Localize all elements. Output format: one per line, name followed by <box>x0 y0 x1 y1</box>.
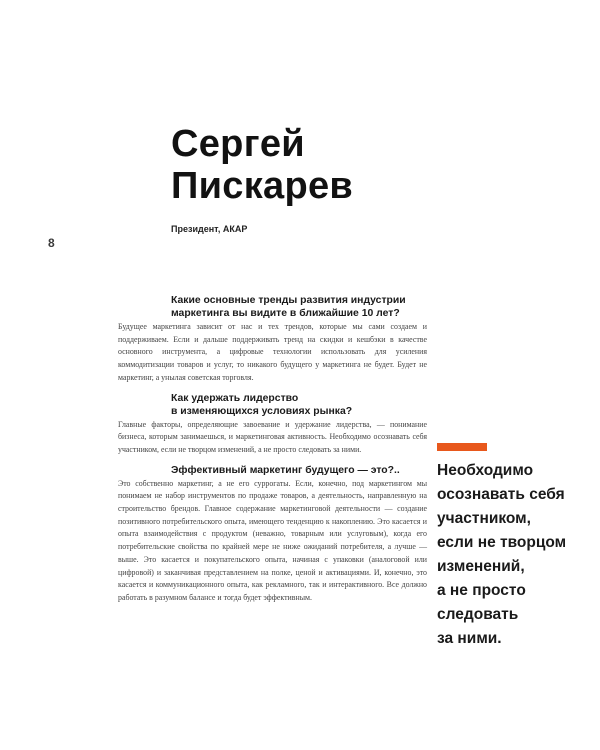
author-position: Президент, АКАР <box>171 224 248 234</box>
pull-quote-line: если не творцом <box>437 534 567 551</box>
question-line: Как удержать лидерство <box>171 392 299 404</box>
pull-quote-text <box>437 459 587 651</box>
author-name-line: Пискарев <box>171 165 354 207</box>
author-name-line: Сергей <box>171 123 305 165</box>
pull-quote <box>437 443 587 651</box>
interview-section <box>118 392 427 457</box>
pull-quote-line: участником, <box>437 510 531 527</box>
interview-section <box>118 294 427 385</box>
interview-section <box>118 464 427 605</box>
question-line: Эффективный маркетинг будущего — это?.. <box>171 464 400 476</box>
question-heading <box>171 294 427 320</box>
question-line: маркетинга вы видите в ближайшие 10 лет? <box>171 308 400 319</box>
author-name <box>171 123 353 207</box>
answer-paragraph: Это собственно маркетинг, а не его суррогаты. Если, конечно, под маркетингом мы понимаем не набор инструментов по продаже товаров, а деятельность, направленную на строительство брендов. Главное содержание маркетинговой деятельности — создание позитивного потребительского опыта, имеющего тенденцию к накоплению. Это касается и опыта взаимодействия с продуктом (неважно, товарным или услуговым), когда его потребительские свойства по крайней мере не ниже ожиданий потребителя, а лучше — выше. Это касается и покупательского опыта, начиная с упаковки (аналоговой или цифровой) и заканчивая представлением на полке, ценой и активациями. И, конечно, это касается и коммуникационного опыта, как рекламного, так и интерактивного. Все должно работать в разумном балансе и тогда будет эффективным. <box>118 478 427 602</box>
interview-body <box>118 294 427 612</box>
question-line: Какие основные тренды развития индустрии <box>171 295 406 306</box>
pull-quote-line: а не просто <box>437 582 526 599</box>
question-heading <box>171 392 427 418</box>
pull-quote-line: осознавать себя <box>437 486 565 503</box>
answer-paragraph: Будущее маркетинга зависит от нас и тех трендов, которые мы сами создаем и поддерживаем. Если и дальше поддерживать тренд на скидки и кешбэки в качестве основного инструмента, а цифровые технологии использовать для усиления коммодитизации товаров и услуг, то никакого будущего у маркетинга не будет. Будет не маркетинг, а унылая советская торговля. <box>118 322 427 382</box>
answer-paragraph: Главные факторы, определяющие завоевание и удержание лидерства, — понимание бизнеса, которым занимаешься, и маркетинговая активность. Необходимо осознавать себя участником, если не творцом изменений, а не просто следовать за ними. <box>118 419 427 454</box>
pull-quote-line: за ними. <box>437 630 502 647</box>
pull-quote-line: Необходимо <box>437 462 534 479</box>
pull-quote-line: изменений, <box>437 558 525 575</box>
question-heading <box>171 464 427 477</box>
quote-accent-bar <box>437 443 487 451</box>
page-number: 8 <box>48 236 55 250</box>
question-line: в изменяющихся условиях рынка? <box>171 405 353 417</box>
pull-quote-line: следовать <box>437 606 519 623</box>
